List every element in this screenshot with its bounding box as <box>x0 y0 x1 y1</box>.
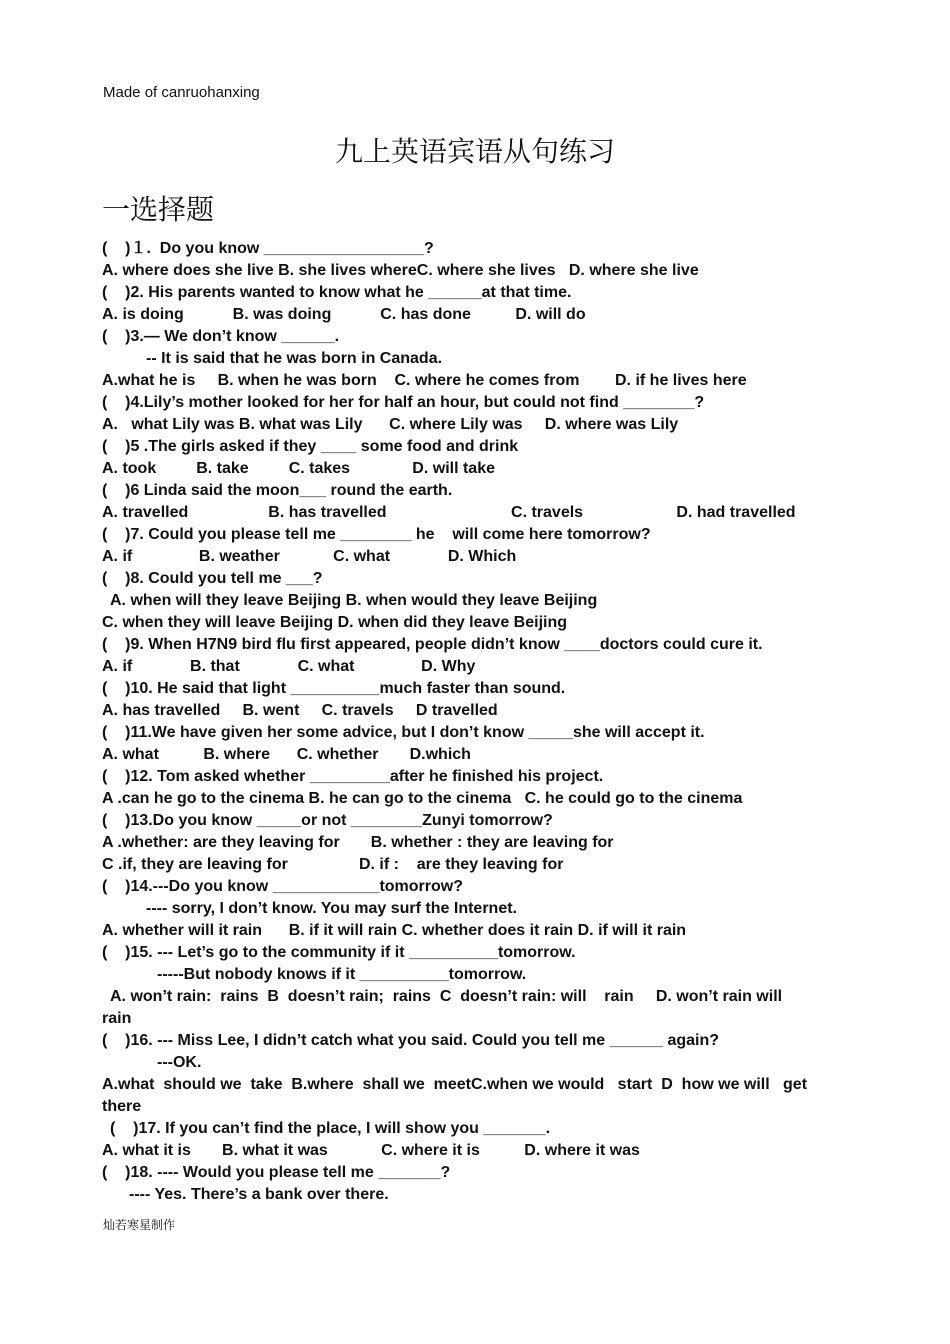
page-footer: 灿若寒星制作 <box>103 1218 176 1232</box>
question-line: A. what it is B. what it was C. where it is D. where it was <box>102 1142 640 1159</box>
question-line: A. has travelled B. went C. travels D travelled <box>102 702 498 719</box>
question-line: ( )6 Linda said the moon___ round the earth. <box>102 482 453 499</box>
question-line: rain <box>102 1010 132 1027</box>
question-line: ( )17. If you can’t find the place, I will show you _______. <box>110 1120 551 1137</box>
question-line: C .if, they are leaving for D. if : are they leaving for <box>102 856 564 873</box>
question-line: ---OK. <box>157 1054 202 1071</box>
page-header: Made of canruohanxing <box>103 84 260 101</box>
question-line: -- It is said that he was born in Canada. <box>146 350 443 367</box>
question-line: A .can he go to the cinema B. he can go to the cinema C. he could go to the cinema <box>102 790 743 807</box>
question-line: ( )7. Could you please tell me ________ he will come here tomorrow? <box>102 526 651 543</box>
section-heading: 一选择题 <box>102 193 215 226</box>
question-line: A. if B. weather C. what D. Which <box>102 548 517 565</box>
question-line: A. what B. where C. whether D.which <box>102 746 471 763</box>
question-line: ( )11.We have given her some advice, but I don’t know _____she will accept it. <box>102 724 705 741</box>
question-line: A. took B. take C. takes D. will take <box>102 460 495 477</box>
question-line: A.what he is B. when he was born C. where he comes from D. if he lives here <box>102 372 747 389</box>
question-line: A. whether will it rain B. if it will rain C. whether does it rain D. if will it rain <box>102 922 687 939</box>
question-line: A. is doing B. was doing C. has done D. will do <box>102 306 586 323</box>
worksheet-title: 九上英语宾语从句练习 <box>334 135 615 168</box>
question-line: -----But nobody knows if it __________tomorrow. <box>157 966 527 983</box>
question-line: A. when will they leave Beijing B. when would they leave Beijing <box>110 592 598 609</box>
question-line: there <box>102 1098 142 1115</box>
question-line: A. travelled B. has travelled C. travels D. had travelled <box>102 504 796 521</box>
question-line: ( )16. --- Miss Lee, I didn’t catch what you said. Could you tell me ______ again? <box>102 1032 720 1049</box>
question-line: ( )2. His parents wanted to know what he ______at that time. <box>102 284 572 301</box>
question-line: A .whether: are they leaving for B. whether : they are leaving for <box>102 834 614 851</box>
question-line: ( )3.— We don’t know ______. <box>102 328 340 345</box>
question-line: ( )9. When H7N9 bird flu first appeared, people didn’t know ____doctors could cure it. <box>102 636 763 653</box>
question-line: A. won’t rain: rains B doesn’t rain; rains C doesn’t rain: will rain D. won’t rain will <box>110 988 783 1005</box>
question-line: ( )12. Tom asked whether _________after he finished his project. <box>102 768 604 785</box>
question-line: ( )4.Lily’s mother looked for her for half an hour, but could not find ________? <box>102 394 705 411</box>
question-line: ( )１. Do you know __________________? <box>102 240 434 257</box>
question-line: ( )10. He said that light __________much faster than sound. <box>102 680 566 697</box>
question-line: ( )15. --- Let’s go to the community if it __________tomorrow. <box>102 944 576 961</box>
question-line: A. if B. that C. what D. Why <box>102 658 476 675</box>
question-line: A. where does she live B. she lives whereC. where she lives D. where she live <box>102 262 699 279</box>
question-line: A. what Lily was B. what was Lily C. where Lily was D. where was Lily <box>102 416 679 433</box>
question-line: ( )13.Do you know _____or not ________Zunyi tomorrow? <box>102 812 553 829</box>
question-line: ( )18. ---- Would you please tell me _______? <box>102 1164 451 1181</box>
question-line: ( )14.---Do you know ____________tomorrow? <box>102 878 463 895</box>
question-line: C. when they will leave Beijing D. when did they leave Beijing <box>102 614 567 631</box>
question-line: ---- Yes. There’s a bank over there. <box>129 1186 389 1203</box>
question-line: ---- sorry, I don’t know. You may surf the Internet. <box>146 900 517 917</box>
question-line: ( )8. Could you tell me ___? <box>102 570 323 587</box>
question-list <box>102 238 942 1206</box>
question-line: A.what should we take B.where shall we meetC.when we would start D how we will get <box>102 1076 808 1093</box>
question-line: ( )5 .The girls asked if they ____ some food and drink <box>102 438 519 455</box>
